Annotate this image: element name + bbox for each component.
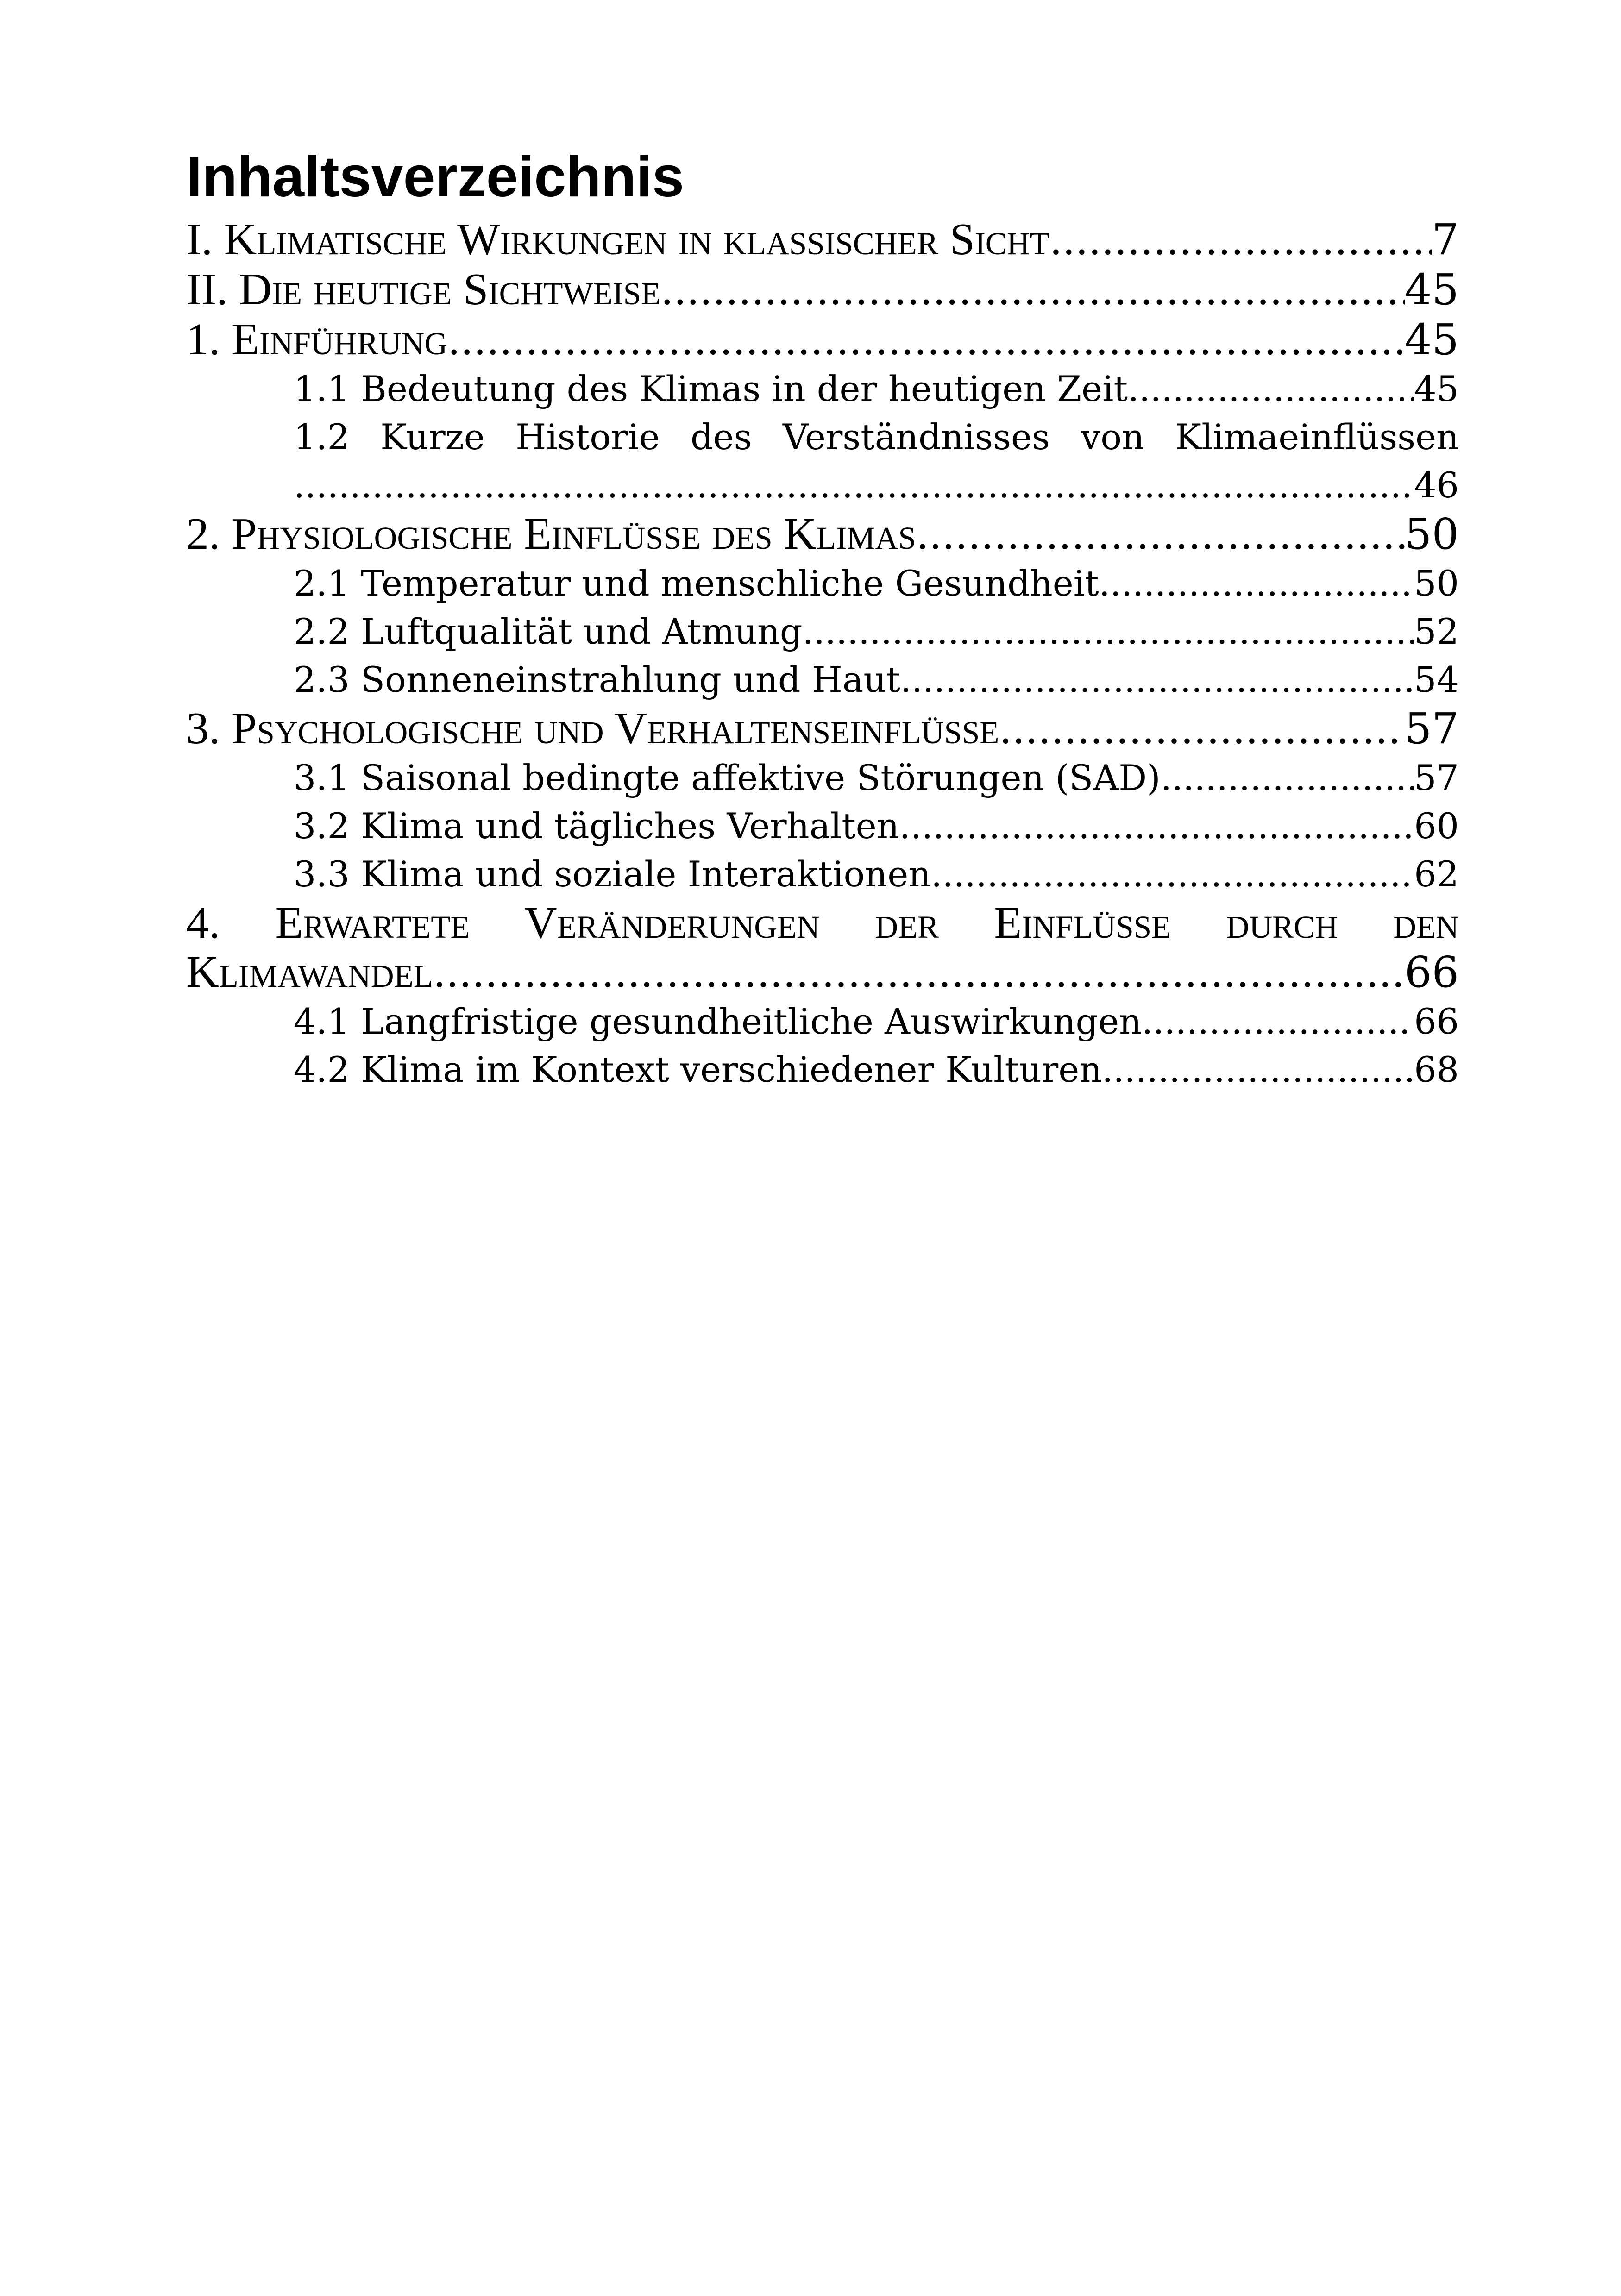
dot-leader (916, 510, 1405, 559)
dot-leader (660, 266, 1405, 315)
toc-entry-label: I. Klimatische Wirkungen in klassischer Sicht (186, 214, 1049, 264)
toc-entry-section-2-1[interactable] (186, 559, 1459, 608)
toc-entry-label: 2.3 Sonneneinstrahlung und Haut (294, 659, 900, 700)
toc-entry-label: 2.1 Temperatur und menschliche Gesundheit (294, 563, 1099, 604)
toc-entry-section-3-1[interactable] (186, 754, 1459, 802)
dot-leader (433, 948, 1405, 997)
toc-entry-section-1[interactable] (186, 315, 1459, 365)
dot-leader (931, 850, 1414, 898)
toc-list (186, 215, 1459, 1094)
dot-leader (803, 608, 1414, 656)
toc-entry-page: 50 (1404, 509, 1459, 559)
toc-entry-section-1-2[interactable] (186, 413, 1459, 509)
toc-entry-section-2-3[interactable] (186, 656, 1459, 704)
toc-entry-page: 7 (1432, 215, 1459, 264)
dot-leader (999, 705, 1405, 754)
toc-entry-page: 46 (1414, 464, 1459, 506)
toc-entry-page: 54 (1414, 659, 1459, 700)
dot-leader (1049, 216, 1432, 265)
toc-entry-label: 1.1 Bedeutung des Klimas in der heutigen Zeit (294, 368, 1128, 409)
toc-entry-label: 4.2 Klima im Kontext verschiedener Kulturen (294, 1049, 1102, 1090)
toc-entry-page: 57 (1404, 704, 1459, 753)
toc-entry-label: 1.2 Kurze Historie des Verständnisses von Klimaeinflüssen (294, 416, 1459, 458)
toc-entry-label: 3.2 Klima und tägliches Verhalten (294, 805, 899, 847)
dot-leader (447, 316, 1405, 365)
dot-leader (900, 656, 1414, 704)
toc-entry-section-4-2[interactable] (186, 1046, 1459, 1094)
toc-entry-page: 66 (1414, 1001, 1459, 1042)
dot-leader (1161, 754, 1414, 802)
toc-entry-label: 4.1 Langfristige gesundheitliche Auswirkungen (294, 1001, 1142, 1042)
toc-entry-section-4[interactable] (186, 898, 1459, 997)
toc-entry-chapter-2[interactable] (186, 265, 1459, 315)
dot-leader (1128, 365, 1414, 413)
toc-entry-label: 3. Psychologische und Verhaltenseinflüsse (186, 703, 999, 753)
dot-leader (1102, 1046, 1414, 1094)
toc-entry-label-continued: Klimawandel (186, 947, 433, 997)
dot-leader (1099, 559, 1414, 608)
toc-entry-chapter-1[interactable] (186, 215, 1459, 265)
toc-entry-page: 50 (1414, 563, 1459, 604)
toc-entry-section-3-3[interactable] (186, 850, 1459, 898)
toc-entry-label: 2.2 Luftqualität und Atmung (294, 611, 803, 652)
document-page (186, 145, 1459, 1094)
toc-entry-page: 60 (1414, 805, 1459, 847)
dot-leader (1142, 997, 1414, 1046)
toc-entry-page: 45 (1404, 315, 1459, 364)
toc-entry-page: 68 (1414, 1049, 1459, 1090)
toc-entry-section-2-2[interactable] (186, 608, 1459, 656)
toc-entry-label: 3.1 Saisonal bedingte affektive Störungen (SAD) (294, 757, 1161, 798)
toc-entry-page: 62 (1414, 853, 1459, 895)
toc-entry-section-3-2[interactable] (186, 802, 1459, 850)
toc-entry-page: 52 (1414, 611, 1459, 652)
toc-entry-page: 66 (1404, 947, 1459, 997)
toc-entry-label: 3.3 Klima und soziale Interaktionen (294, 853, 931, 895)
toc-entry-label: II. Die heutige Sichtweise (186, 264, 661, 314)
toc-entry-page: 45 (1414, 368, 1459, 409)
toc-entry-label: 1. Einführung (186, 314, 448, 364)
toc-heading: Inhaltsverzeichnis (186, 145, 685, 209)
toc-entry-label: 2. Physiologische Einflüsse des Klimas (186, 509, 916, 559)
toc-entry-section-1-1[interactable] (186, 365, 1459, 413)
dot-leader (294, 461, 1414, 509)
toc-entry-page: 57 (1414, 757, 1459, 798)
toc-entry-section-2[interactable] (186, 509, 1459, 559)
toc-entry-page: 45 (1404, 265, 1459, 314)
toc-entry-label: 4. Erwartete Veränderungen der Einflüsse durch den (186, 898, 1459, 948)
toc-entry-section-3[interactable] (186, 704, 1459, 754)
dot-leader (899, 802, 1414, 850)
toc-entry-section-4-1[interactable] (186, 997, 1459, 1046)
